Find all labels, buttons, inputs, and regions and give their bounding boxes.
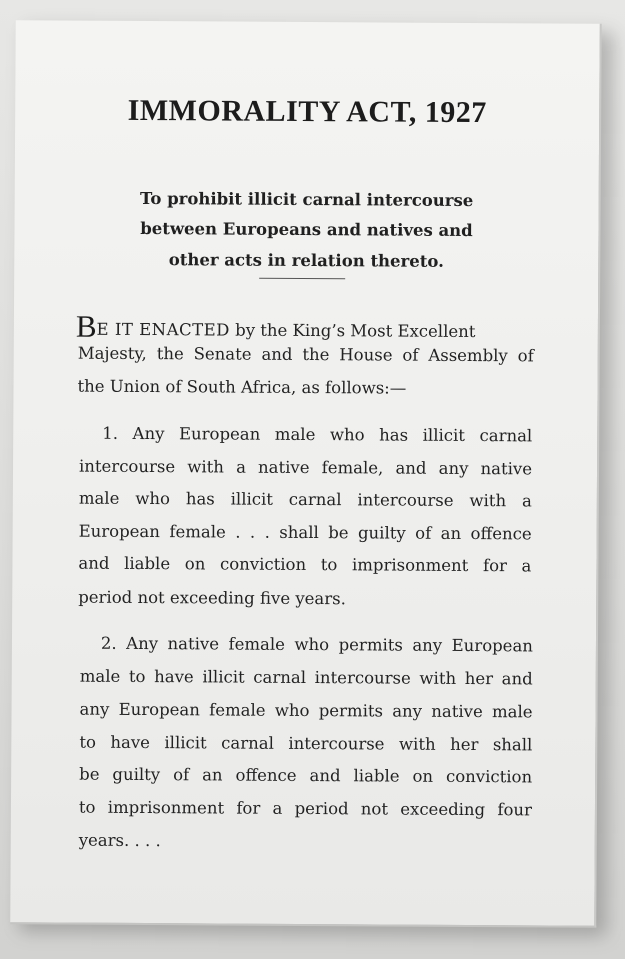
subtitle-line-3: other acts in relation thereto. xyxy=(168,250,444,271)
enacting-line-1-rest: by the King’s Most Excellent xyxy=(229,320,476,342)
section1-line-3: male who has illicit carnal intercourse with a xyxy=(78,488,532,511)
divider-rule xyxy=(259,278,345,280)
enacting-line-1 xyxy=(75,308,532,345)
section1-line-5: and liable on conviction to imprisonment for a xyxy=(78,553,532,576)
subtitle-line-1: To prohibit illicit carnal intercourse xyxy=(139,188,474,211)
section2-line-4: to have illicit carnal intercourse with her shall xyxy=(79,732,533,755)
document-page xyxy=(10,20,602,928)
drop-cap: B xyxy=(75,308,97,344)
subtitle-line-2: between Europeans and natives and xyxy=(140,218,473,241)
section2-line-7: years. . . . xyxy=(78,830,161,851)
enacted-smallcaps: E IT ENACTED xyxy=(96,319,230,340)
section2-line-6: to imprisonment for a period not exceeding four xyxy=(78,797,533,820)
section2-line-3: any European female who permits any native male xyxy=(79,699,533,722)
enacting-line-3: the Union of South Africa, as follows:— xyxy=(77,376,407,398)
section1-line-2: intercourse with a native female, and any native xyxy=(78,456,533,479)
section2-line-1: 2. Any native female who permits any European xyxy=(100,633,534,656)
section2-line-5: be guilty of an offence and liable on conviction xyxy=(79,764,533,787)
section1-line-4: European female . . . shall be guilty of an offence xyxy=(78,521,532,544)
section1-line-1: 1. Any European male who has illicit carnal xyxy=(102,423,533,446)
section2-line-2: male to have illicit carnal intercourse with her and xyxy=(79,666,533,689)
section1-line-6: period not exceeding five years. xyxy=(78,587,346,609)
page-title: IMMORALITY ACT, 1927 xyxy=(127,93,487,130)
enacting-line-2: Majesty, the Senate and the House of Assembly of xyxy=(77,343,534,366)
